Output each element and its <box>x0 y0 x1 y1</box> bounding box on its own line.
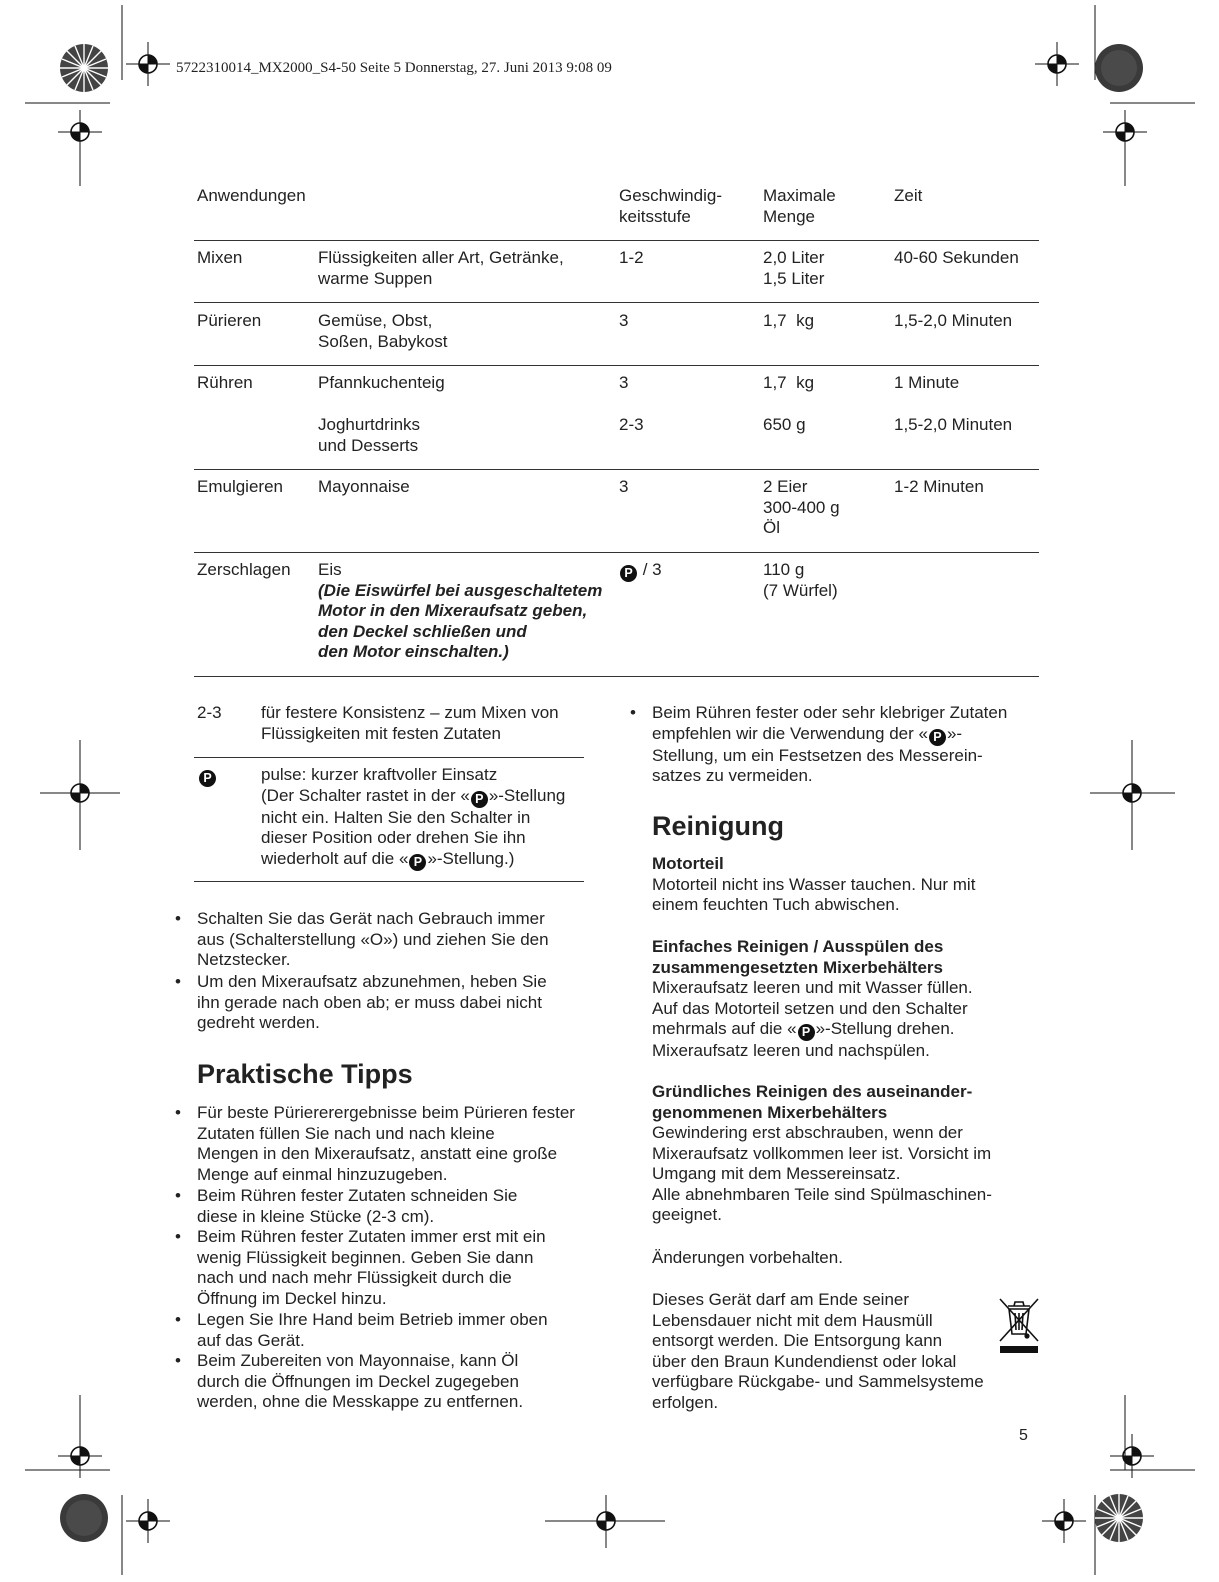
row-time: 1 Minute <box>894 373 960 392</box>
list-item: • Beim Rühren fester oder sehr klebriger Zutaten empfehlen wir die Verwendung der « P »- Stellung, um ein Festsetzen des Messerein- satzes zu vermeiden. <box>652 703 1007 787</box>
row-desc: Gemüse, Obst, Soßen, Babykost <box>318 311 448 351</box>
pulse-symbol-icon: P <box>471 791 488 808</box>
cleaning-motor: Motorteil Motorteil nicht ins Wasser tauchen. Nur mit einem feuchten Tuch abwischen. <box>652 854 976 914</box>
col-header-max: Maximale Menge <box>763 186 836 226</box>
section-heading-cleaning: Reinigung <box>652 811 784 841</box>
row-speed: 3 <box>619 311 629 330</box>
row-speed: 3 <box>619 477 629 496</box>
list-item: • Legen Sie Ihre Hand beim Betrieb immer oben auf das Gerät. <box>197 1310 548 1351</box>
row-desc: Joghurtdrinks und Desserts <box>318 415 421 455</box>
cleaning-simple: Einfaches Reinigen / Ausspülen des zusammengesetzten Mixerbehälters Mixeraufsatz leeren und mit Wasser füllen. Auf das Motorteil setzen und den Schalter mehrmals auf die « P »-Stellung drehen. Mixeraufsatz leeren und nachspülen. <box>652 937 973 1060</box>
list-item: • Schalten Sie das Gerät nach Gebrauch immer aus (Schalterstellung «O») und ziehen Sie den Netzstecker. <box>197 909 549 971</box>
pulse-symbol-icon: P <box>409 854 426 871</box>
row-max: 1,7 kg <box>763 373 815 392</box>
divider <box>194 676 1039 677</box>
pulse-symbol-icon: P <box>620 565 637 582</box>
row-max: 2 Eier 300-400 g Öl <box>763 477 840 537</box>
row-desc: Flüssigkeiten aller Art, Getränke, warme Suppen <box>318 248 564 288</box>
disposal-note: Dieses Gerät darf am Ende seiner Lebensdauer nicht mit dem Hausmüll entsorgt werden. Die Entsorgung kann über den Braun Kundendienst oder lokal verfügbare Rückgabe- und Sammelsysteme erfolgen. <box>652 1290 984 1412</box>
col-header-time: Zeit <box>894 186 923 205</box>
row-desc: Eis (Die Eiswürfel bei ausgeschaltetem Motor in den Mixeraufsatz geben, den Deckel schließen und den Motor einschalten.) <box>318 560 603 661</box>
row-max: 110 g (7 Würfel) <box>763 560 838 600</box>
row-label: Emulgieren <box>197 477 283 496</box>
divider <box>194 757 584 758</box>
row-label: Pürieren <box>197 311 262 330</box>
list-item: • Beim Rühren fester Zutaten schneiden Sie diese in kleine Stücke (2-3 cm). <box>197 1186 517 1227</box>
row-max: 1,7 kg <box>763 311 815 330</box>
list-item: • Beim Zubereiten von Mayonnaise, kann Öl durch die Öffnungen im Deckel zugegeben werden, ohne die Messkappe zu entfernen. <box>197 1351 523 1413</box>
divider <box>194 365 1039 366</box>
changes-note: Änderungen vorbehalten. <box>652 1248 843 1267</box>
list-item: • Um den Mixeraufsatz abzunehmen, heben Sie ihn gerade nach oben ab; er muss dabei nicht gedreht werden. <box>197 972 547 1034</box>
col-header-speed: Geschwindig- keitsstufe <box>619 186 722 226</box>
row-label: Zerschlagen <box>197 560 291 579</box>
weee-bin-icon <box>997 1296 1041 1354</box>
divider <box>194 240 1039 241</box>
legend-key: 2-3 <box>197 703 222 722</box>
col-header-applications: Anwendungen <box>197 186 306 205</box>
row-max: 650 g <box>763 415 806 434</box>
row-speed: P / 3 <box>619 560 662 582</box>
page-number: 5 <box>1019 1427 1028 1444</box>
row-label: Mixen <box>197 248 243 267</box>
row-desc: Pfannkuchenteig <box>318 373 445 392</box>
row-speed: 3 <box>619 373 629 392</box>
print-header: 5722310014_MX2000_S4-50 Seite 5 Donnerstag, 27. Juni 2013 9:08 09 <box>176 60 612 76</box>
list-item: • Beim Rühren fester Zutaten immer erst mit ein wenig Flüssigkeit beginnen. Geben Sie dann nach und nach mehr Flüssigkeit durch die Öffnung im Deckel hinzu. <box>197 1227 546 1309</box>
divider <box>194 469 1039 470</box>
cleaning-thorough: Gründliches Reinigen des auseinander- genommenen Mixerbehälters Gewindering erst abschrauben, wenn der Mixeraufsatz vollkommen leer ist. Vorsicht im Umgang mit dem Messereinsatz. Alle abnehmbaren Teile sind Spülmaschinen- geeignet. <box>652 1082 992 1224</box>
row-desc: Mayonnaise <box>318 477 410 496</box>
row-speed: 2-3 <box>619 415 644 434</box>
row-time: 1,5-2,0 Minuten <box>894 311 1013 330</box>
pulse-symbol-icon: P <box>929 729 946 746</box>
divider <box>194 881 584 882</box>
row-label: Rühren <box>197 373 253 392</box>
section-heading-tips: Praktische Tipps <box>197 1059 413 1089</box>
legend-text: für festere Konsistenz – zum Mixen von Flüssigkeiten mit festen Zutaten <box>261 703 559 743</box>
pulse-symbol-icon: P <box>199 770 216 787</box>
row-time: 1,5-2,0 Minuten <box>894 415 1013 434</box>
legend-text: pulse: kurzer kraftvoller Einsatz (Der Schalter rastet in der « P »-Stellung nicht ein. Halten Sie den Schalter in dieser Position oder drehen Sie ihn wiederholt auf die « P »-Stellung.) <box>261 765 566 869</box>
list-item: • Für beste Püriererergebnisse beim Pürieren fester Zutaten füllen Sie nach und nach kleine Mengen in den Mixeraufsatz, anstatt eine große Menge auf einmal hinzuzugeben. <box>197 1103 575 1185</box>
divider <box>194 302 1039 303</box>
pulse-symbol-icon: P <box>798 1024 815 1041</box>
row-time: 1-2 Minuten <box>894 477 984 496</box>
row-speed: 1-2 <box>619 248 644 267</box>
legend-key <box>198 765 217 787</box>
divider <box>194 552 1039 553</box>
row-time: 40-60 Sekunden <box>894 248 1019 267</box>
row-max: 2,0 Liter 1,5 Liter <box>763 248 825 288</box>
